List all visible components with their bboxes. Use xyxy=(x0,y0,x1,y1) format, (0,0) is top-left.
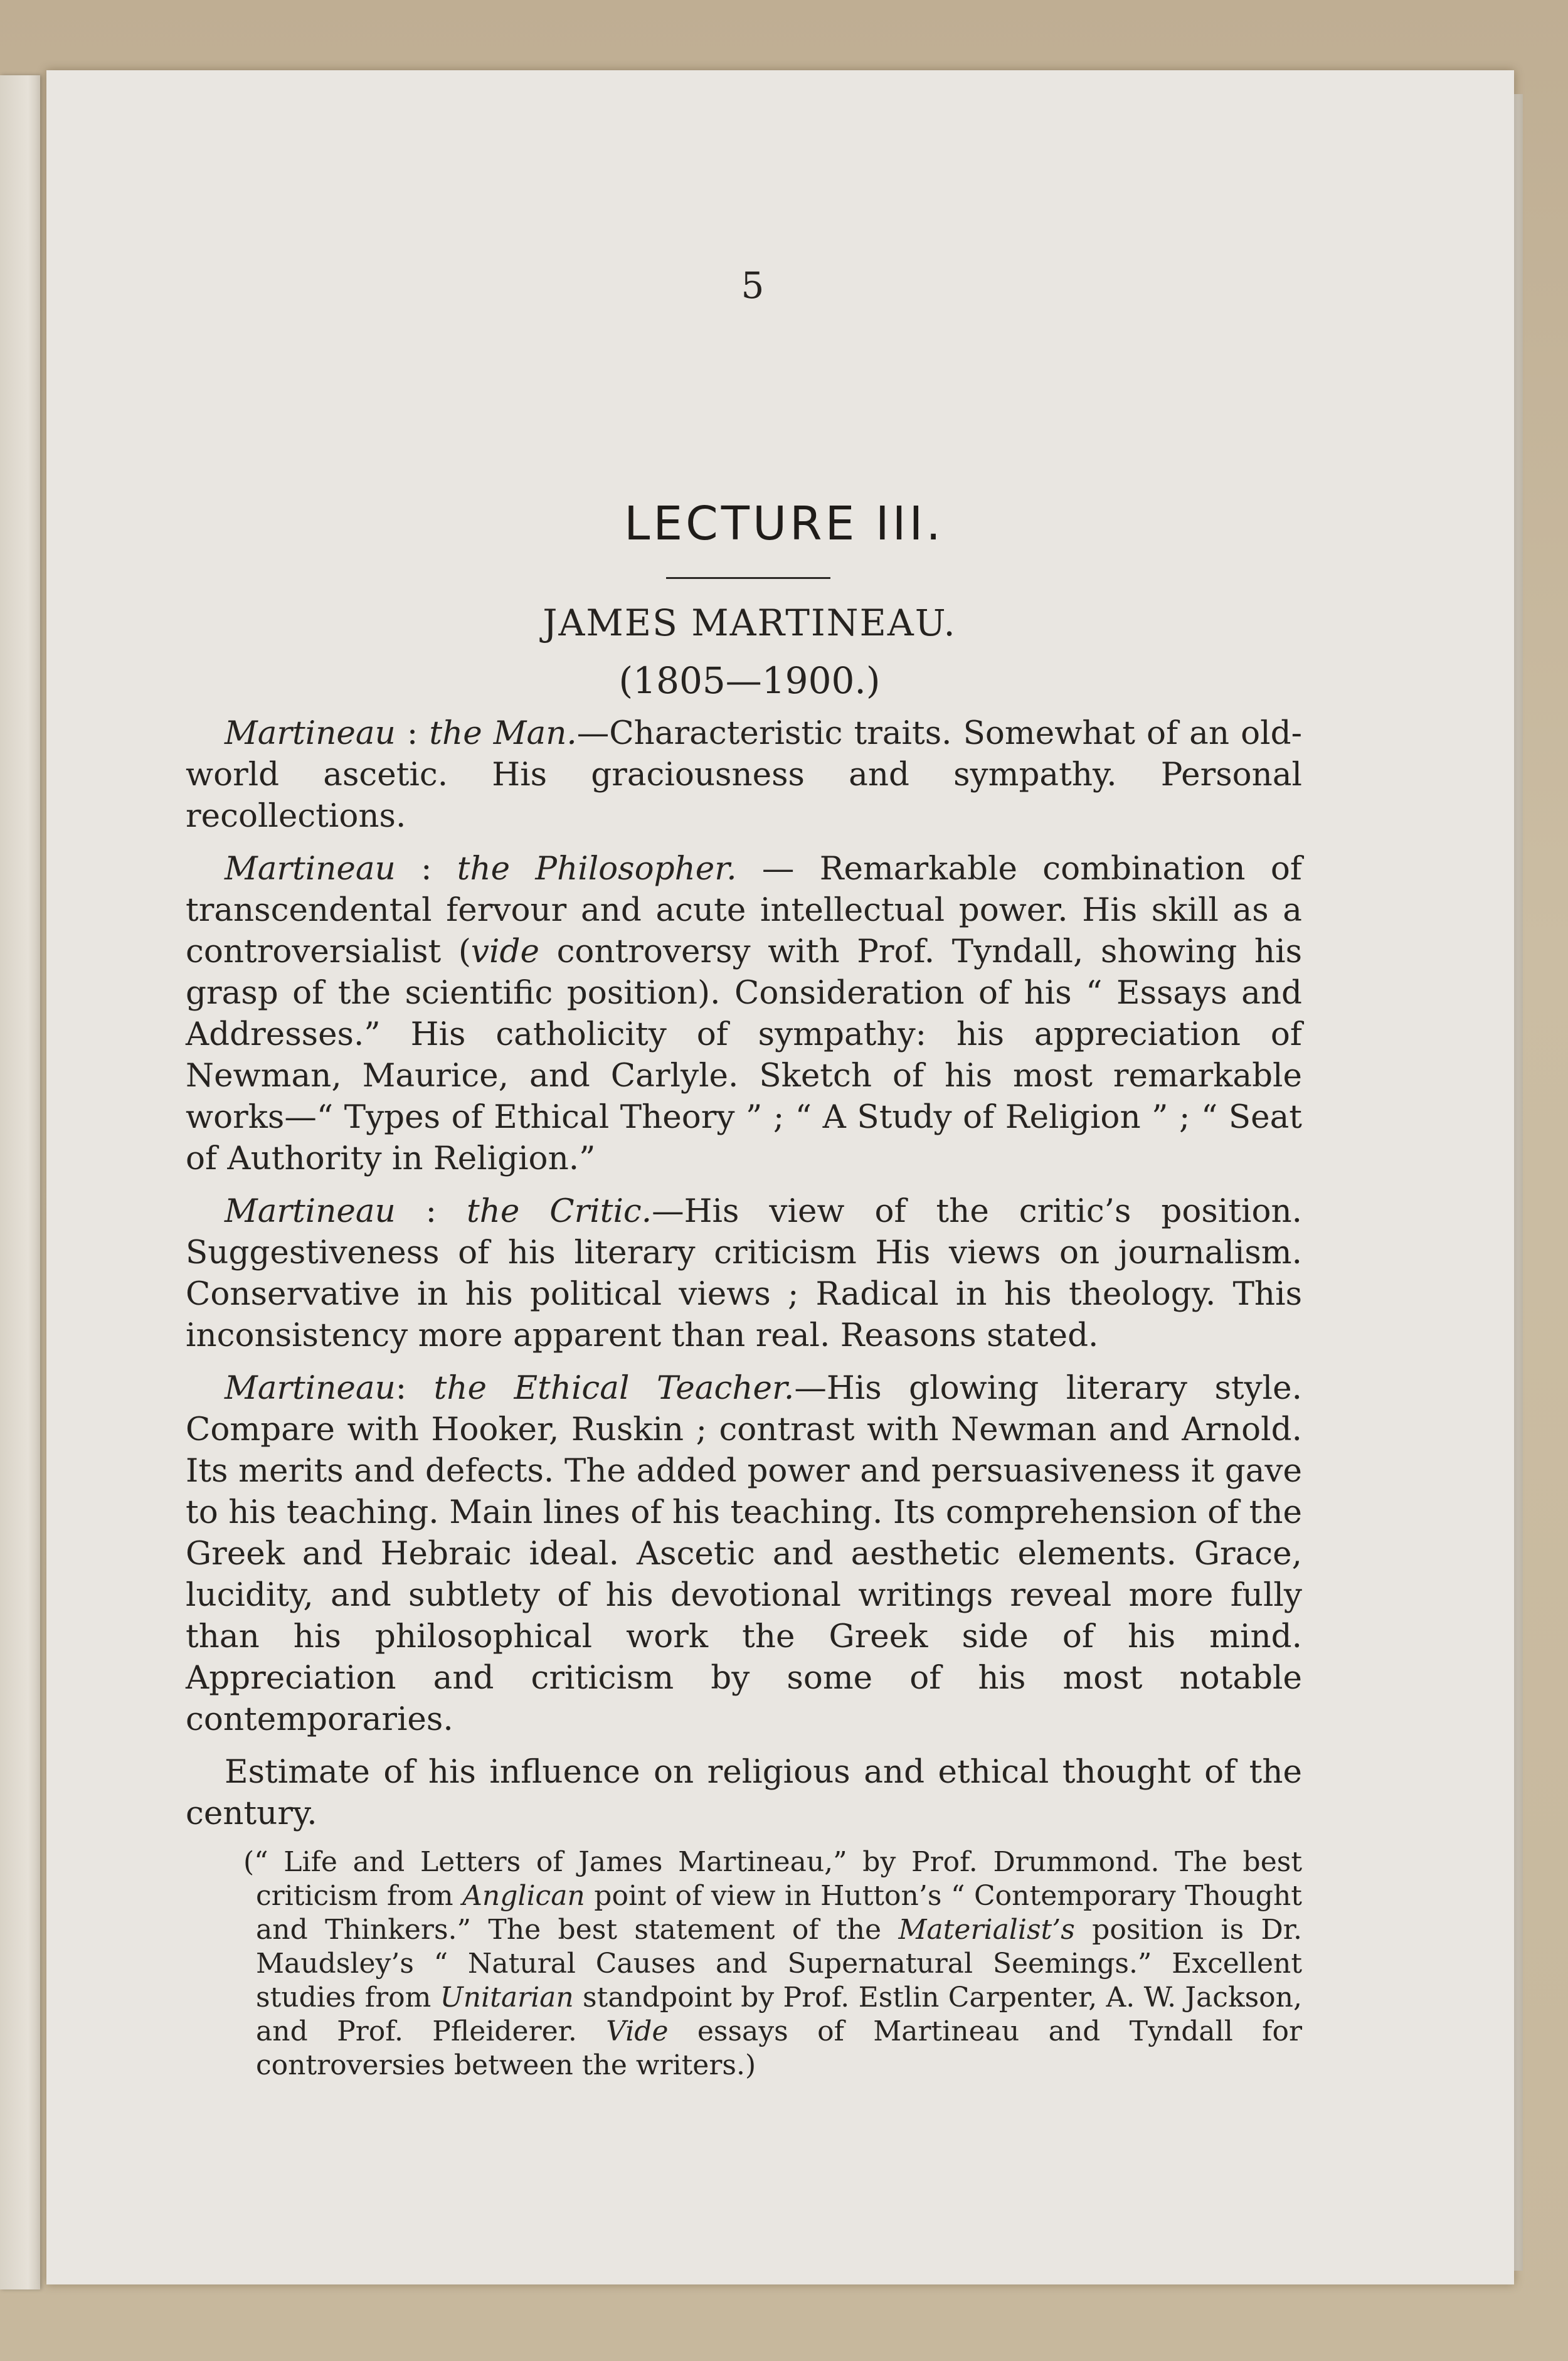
note-text: point of view in Hutton’s “ Contemporary Thought and Thinkers.” The best statement of the xyxy=(256,1880,1302,1946)
page-fore-edge xyxy=(1514,94,1523,2271)
lecture-subject: JAMES MARTINEAU. xyxy=(543,602,956,644)
note-italic-vide: Vide xyxy=(606,2015,669,2047)
section-text-intro: — Remarkable combination of transcendental fervour and acute intellectual power. His skill as a controversialist ( xyxy=(186,850,1302,970)
section-heading-separator: : xyxy=(395,850,457,888)
estimate-paragraph xyxy=(186,1751,1302,1834)
section-heading-role: the Ethical Teacher. xyxy=(433,1369,795,1407)
note-text: (“ Life and Letters of James Martineau,” by Prof. Drummond. The best criticism from xyxy=(243,1846,1302,1912)
page-number: 5 xyxy=(741,264,765,307)
bibliography-note xyxy=(186,1845,1302,2082)
facing-page-edge xyxy=(0,75,40,2289)
section-heading-role: the Critic. xyxy=(466,1192,652,1230)
note-text: essays of Martineau and Tyndall for controversies between the writers.) xyxy=(256,2015,1302,2081)
lecture-syllabus xyxy=(186,713,1302,2082)
section-heading-name: Martineau xyxy=(225,1369,396,1407)
note-italic-anglican: Anglican xyxy=(462,1880,585,1912)
section-text: —His glowing literary style. Compare with Hooker, Ruskin ; contrast with Newman and Arnold. Its merits and defects. The added power and persuasiveness it gave to his teaching. Main lines of his teaching. Its comprehension of the Greek and Hebraic ideal. Ascetic and aesthetic elements. Grace, lucidity, and subtlety of his devotional writings reveal more fully than his philosophical work the Greek side of his mind. Appreciation and criticism by some of his most notable contemporaries. xyxy=(186,1369,1302,1738)
section-critic xyxy=(186,1191,1302,1356)
section-heading-name: Martineau xyxy=(225,1192,396,1230)
note-italic-materialists: Materialist’s xyxy=(898,1914,1075,1946)
section-heading-role: the Man. xyxy=(429,714,577,752)
estimate-text: Estimate of his influence on religious and ethical thought of the century. xyxy=(186,1753,1302,1832)
note-text: standpoint by Prof. Estlin Carpenter, A. W. Jackson, and Prof. Pfleiderer. xyxy=(256,1982,1302,2047)
vide-reference: vide xyxy=(470,933,539,970)
title-rule xyxy=(666,577,830,579)
note-italic-unitarian: Unitarian xyxy=(440,1982,574,2013)
section-man xyxy=(186,713,1302,837)
lecture-dates: (1805—1900.) xyxy=(618,659,881,702)
section-heading-separator: : xyxy=(395,714,430,752)
section-text: —Characteristic traits. Somewhat of an old-world ascetic. His graciousness and sympathy. Personal recollections. xyxy=(186,714,1303,835)
lecture-title: LECTURE III. xyxy=(624,497,944,551)
section-heading-separator: : xyxy=(395,1369,434,1407)
section-heading-role: the Philosopher. xyxy=(457,850,737,888)
note-text: position is Dr. Maudsley’s “ Natural Causes and Supernatural Seemings.” Excellent studies from xyxy=(256,1914,1302,2013)
section-heading-separator: : xyxy=(395,1192,467,1230)
section-philosopher xyxy=(186,848,1302,1179)
section-heading-name: Martineau xyxy=(225,850,396,888)
section-ethical-teacher xyxy=(186,1367,1302,1740)
section-heading-name: Martineau xyxy=(225,714,396,752)
section-text: —His view of the critic’s position. Suggestiveness of his literary criticism His views on journalism. Conservative in his political views ; Radical in his theology. This inconsistency more apparent than real. Reasons stated. xyxy=(186,1192,1302,1354)
section-text: controversy with Prof. Tyndall, showing his grasp of the scientific position). Consideration of his “ Essays and Addresses.” His catholicity of sympathy: his appreciation of Newman, Maurice, and Carlyle. Sketch of his most remarkable works—“ Types of Ethical Theory ” ; “ A Study of Religion ” ; “ Seat of Authority in Religion.” xyxy=(186,933,1302,1177)
